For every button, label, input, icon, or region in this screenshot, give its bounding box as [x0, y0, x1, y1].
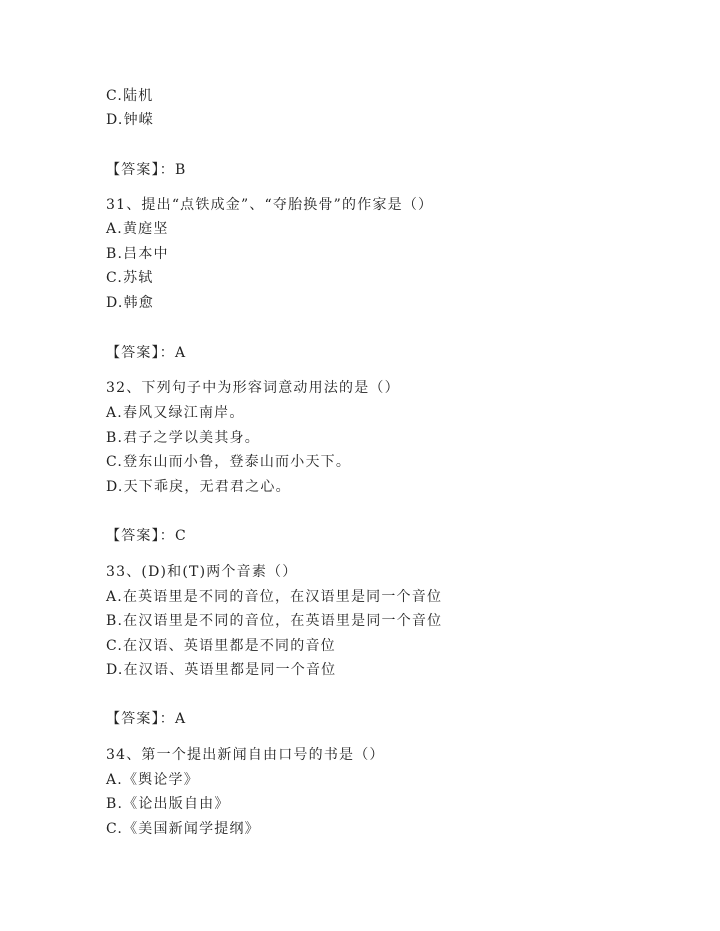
option-d: D.天下乖戾，无君君之心。: [106, 479, 291, 495]
option-b: B.在汉语里是不同的音位，在英语里是同一个音位: [106, 613, 443, 629]
option-a: A.黄庭坚: [106, 221, 169, 237]
option-d: D.钟嵘: [106, 112, 154, 128]
option-d: D.在汉语、英语里都是同一个音位: [106, 662, 337, 678]
answer-label: 【答案】：A: [106, 345, 187, 361]
answer-label: 【答案】：B: [106, 162, 187, 178]
option-c: C.在汉语、英语里都是不同的音位: [106, 638, 336, 654]
option-b: B.吕本中: [106, 246, 169, 262]
question-34: 34、第一个提出新闻自由口号的书是（）: [106, 747, 385, 763]
option-a: A.春风又绿江南岸。: [106, 405, 245, 421]
option-a: A.在英语里是不同的音位，在汉语里是同一个音位: [106, 589, 443, 605]
option-c: C.《美国新闻学提纲》: [106, 821, 260, 837]
option-b: B.君子之学以美其身。: [106, 430, 260, 446]
question-31: 31、提出“点铁成金”、“夺胎换骨”的作家是（）: [106, 197, 434, 213]
option-c: C.苏轼: [106, 270, 154, 286]
answer-label: 【答案】：C: [106, 528, 187, 544]
answer-label: 【答案】：A: [106, 711, 187, 727]
option-a: A.《舆论学》: [106, 772, 199, 788]
question-32: 32、下列句子中为形容词意动用法的是（）: [106, 380, 400, 396]
option-d: D.韩愈: [106, 295, 154, 311]
question-33: 33、(D)和(T)两个音素（）: [106, 564, 298, 580]
option-b: B.《论出版自由》: [106, 796, 230, 812]
option-c: C.登东山而小鲁，登泰山而小天下。: [106, 454, 352, 470]
option-c: C.陆机: [106, 88, 154, 104]
